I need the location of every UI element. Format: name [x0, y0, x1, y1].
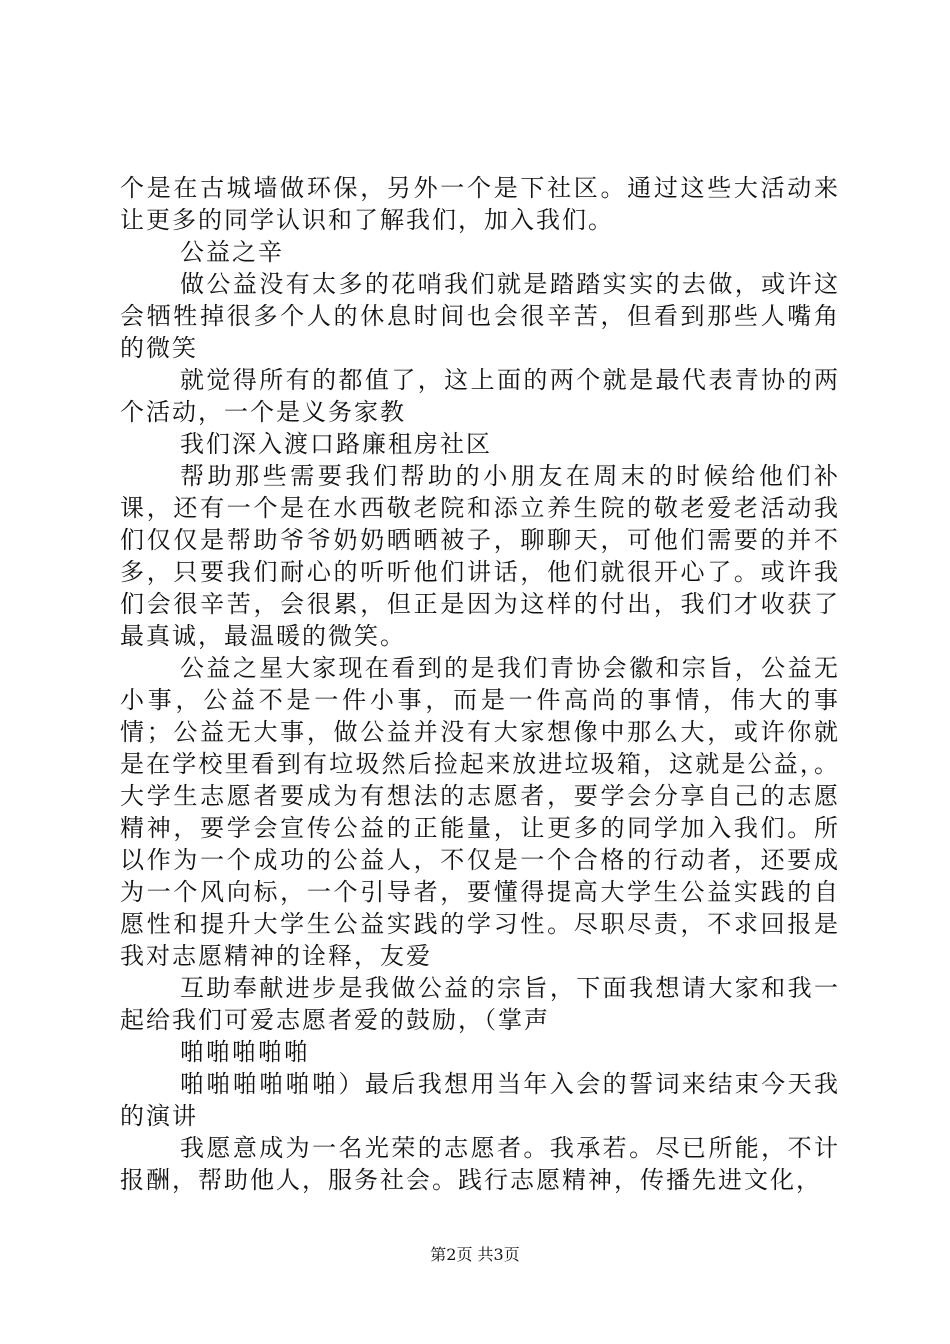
- paragraph: 就觉得所有的都值了，这上面的两个就是最代表青协的两个活动，一个是义务家教: [120, 366, 840, 426]
- page-number-label: 第2页 共3页: [430, 1245, 520, 1264]
- paragraph: 互助奉献进步是我做公益的宗旨，下面我想请大家和我一起给我们可爱志愿者爱的鼓励，（掌声: [120, 974, 840, 1034]
- paragraph: 啪啪啪啪啪啪）最后我想用当年入会的誓词来结束今天我的演讲: [120, 1070, 840, 1130]
- paragraph: 做公益没有太多的花哨我们就是踏踏实实的去做，或许这会牺牲掉很多个人的休息时间也会很辛苦，但看到那些人嘴角的微笑: [120, 270, 840, 362]
- paragraph: 公益之辛: [180, 238, 284, 266]
- paragraph: 啪啪啪啪啪: [180, 1038, 310, 1066]
- paragraph: 公益之星大家现在看到的是我们青协会徽和宗旨，公益无小事，公益不是一件小事，而是一件高尚的事情，伟大的事情；公益无大事，做公益并没有大家想像中那么大，或许你就是在学校里看到有垃圾然后捡起来放进垃圾箱，这就是公益，。大学生志愿者要成为有想法的志愿者，要学会分享自己的志愿精神，要学会宣传公益的正能量，让更多的同学加入我们。所以作为一个成功的公益人，不仅是一个合格的行动者，还要成为一个风向标，一个引导者，要懂得提高大学生公益实践的自愿性和提升大学生公益实践的学习性。尽职尽责，不求回报是我对志愿精神的诠释，友爱: [120, 654, 840, 970]
- paragraph: 我愿意成为一名光荣的志愿者。我承若。尽已所能，不计报酬，帮助他人，服务社会。践行志愿精神，传播先进文化，: [120, 1134, 840, 1194]
- paragraph: 个是在古城墙做环保，另外一个是下社区。通过这些大活动来让更多的同学认识和了解我们，加入我们。: [120, 174, 840, 234]
- document-body: [120, 172, 840, 1196]
- paragraph: 帮助那些需要我们帮助的小朋友在周末的时候给他们补课，还有一个是在水西敬老院和添立养生院的敬老爱老活动我们仅仅是帮助爷爷奶奶晒晒被子，聊聊天，可他们需要的并不多，只要我们耐心的听听他们讲话，他们就很开心了。或许我们会很辛苦，会很累，但正是因为这样的付出，我们才收获了最真诚，最温暖的微笑。: [120, 462, 840, 650]
- paragraph: 我们深入渡口路廉租房社区: [180, 430, 492, 458]
- page-footer: [0, 1245, 950, 1265]
